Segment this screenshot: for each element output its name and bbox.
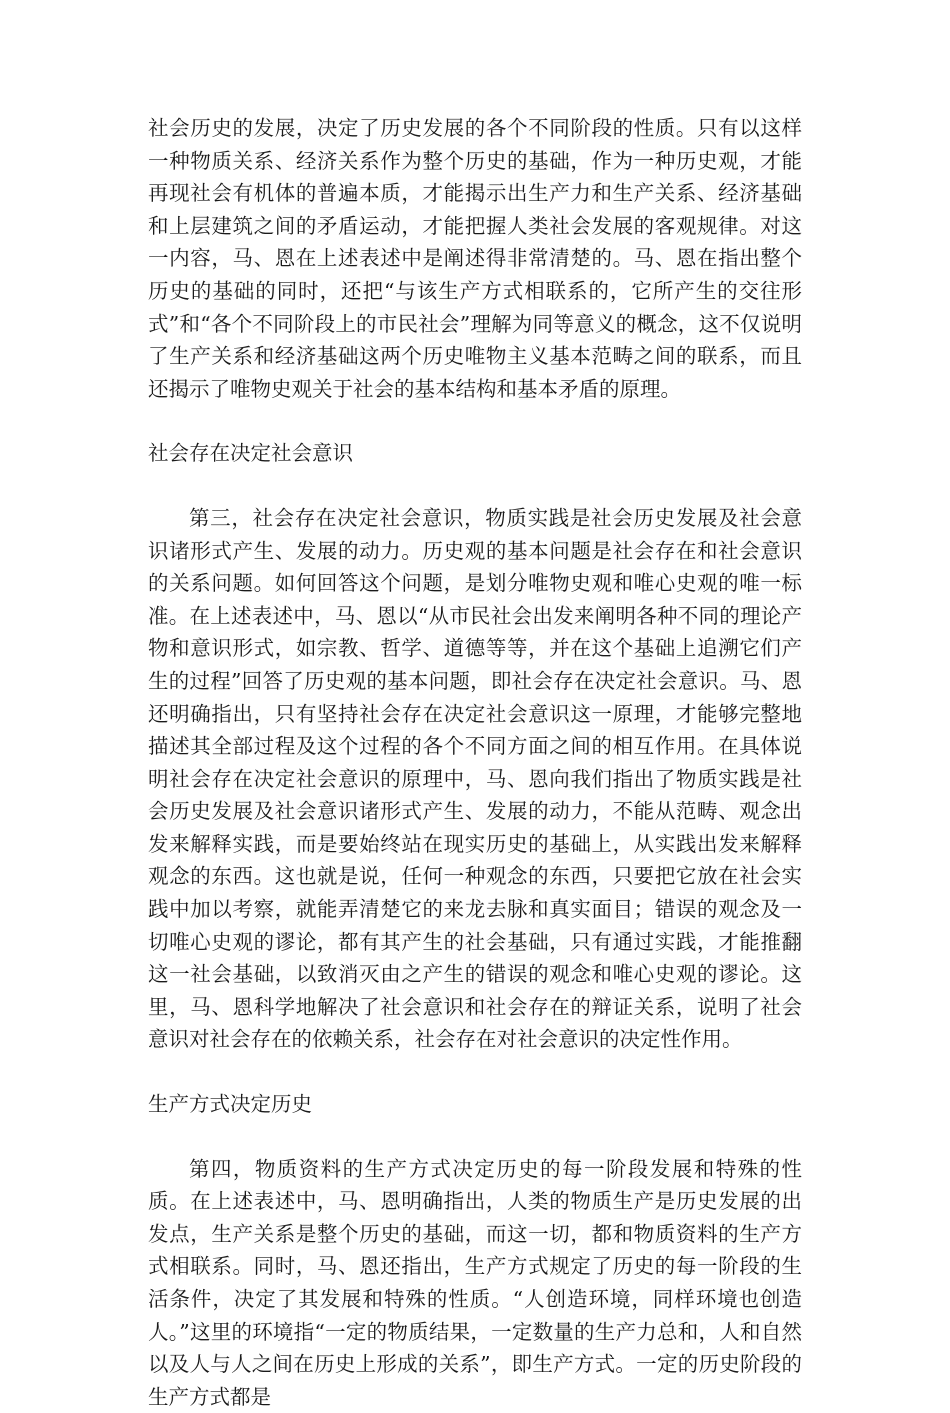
body-paragraph: 社会历史的发展，决定了历史发展的各个不同阶段的性质。只有以这样一种物质关系、经济关系作为整个历史的基础，作为一种历史观，才能再现社会有机体的普遍本质，才能揭示出生产力和生产关系、经济基础和上层建筑之间的矛盾运动，才能把握人类社会发展的客观规律。对这一内容，马、恩在上述表述中是阐述得非常清楚的。马、恩在指出整个历史的基础的同时，还把“与该生产方式相联系的，它所产生的交往形式”和“各个不同阶段上的市民社会”理解为同等意义的概念，这不仅说明了生产关系和经济基础这两个历史唯物主义基本范畴之间的联系，而且还揭示了唯物史观关于社会的基本结构和基本矛盾的原理。 — [148, 116, 802, 401]
section-heading: 社会存在决定社会意识 — [148, 441, 353, 466]
body-paragraph: 第三，社会存在决定社会意识，物质实践是社会历史发展及社会意识诸形式产生、发展的动力。历史观的基本问题是社会存在和社会意识的关系问题。如何回答这个问题，是划分唯物史观和唯心史观的唯一标准。在上述表述中，马、恩以“从市民社会出发来阐明各种不同的理论产物和意识形式，如宗教、哲学、道德等等，并在这个基础上追溯它们产生的过程”回答了历史观的基本问题，即社会存在决定社会意识。马、恩还明确指出，只有坚持社会存在决定社会意识这一原理，才能够完整地描述其全部过程及这个过程的各个不同方面之间的相互作用。在具体说明社会存在决定社会意识的原理中，马、恩向我们指出了物质实践是社会历史发展及社会意识诸形式产生、发展的动力，不能从范畴、观念出发来解释实践，而是要始终站在现实历史的基础上，从实践出发来解释观念的东西。这也就是说，任何一种观念的东西，只要把它放在社会实践中加以考察，就能弄清楚它的来龙去脉和真实面目；错误的观念及一切唯心史观的谬论，都有其产生的社会基础，只有通过实践，才能推翻这一社会基础，以致消灭由之产生的错误的观念和唯心史观的谬论。这里，马、恩科学地解决了社会意识和社会存在的辩证关系，说明了社会意识对社会存在的依赖关系，社会存在对社会意识的决定性作用。 — [148, 505, 802, 1052]
document-page — [148, 112, 802, 1413]
body-paragraph: 第四，物质资料的生产方式决定历史的每一阶段发展和特殊的性质。在上述表述中，马、恩明确指出，人类的物质生产是历史发展的出发点，生产关系是整个历史的基础，而这一切，都和物质资料的生产方式相联系。同时，马、恩还指出，生产方式规定了历史的每一阶段的生活条件，决定了其发展和特殊的性质。“人创造环境，同样环境也创造人。”这里的环境指“一定的物质结果，一定数量的生产力总和，人和自然以及人与人之间在历史上形成的关系”，即生产方式。一定的历史阶段的生产方式都是 — [148, 1156, 802, 1409]
section-heading: 生产方式决定历史 — [148, 1092, 312, 1117]
